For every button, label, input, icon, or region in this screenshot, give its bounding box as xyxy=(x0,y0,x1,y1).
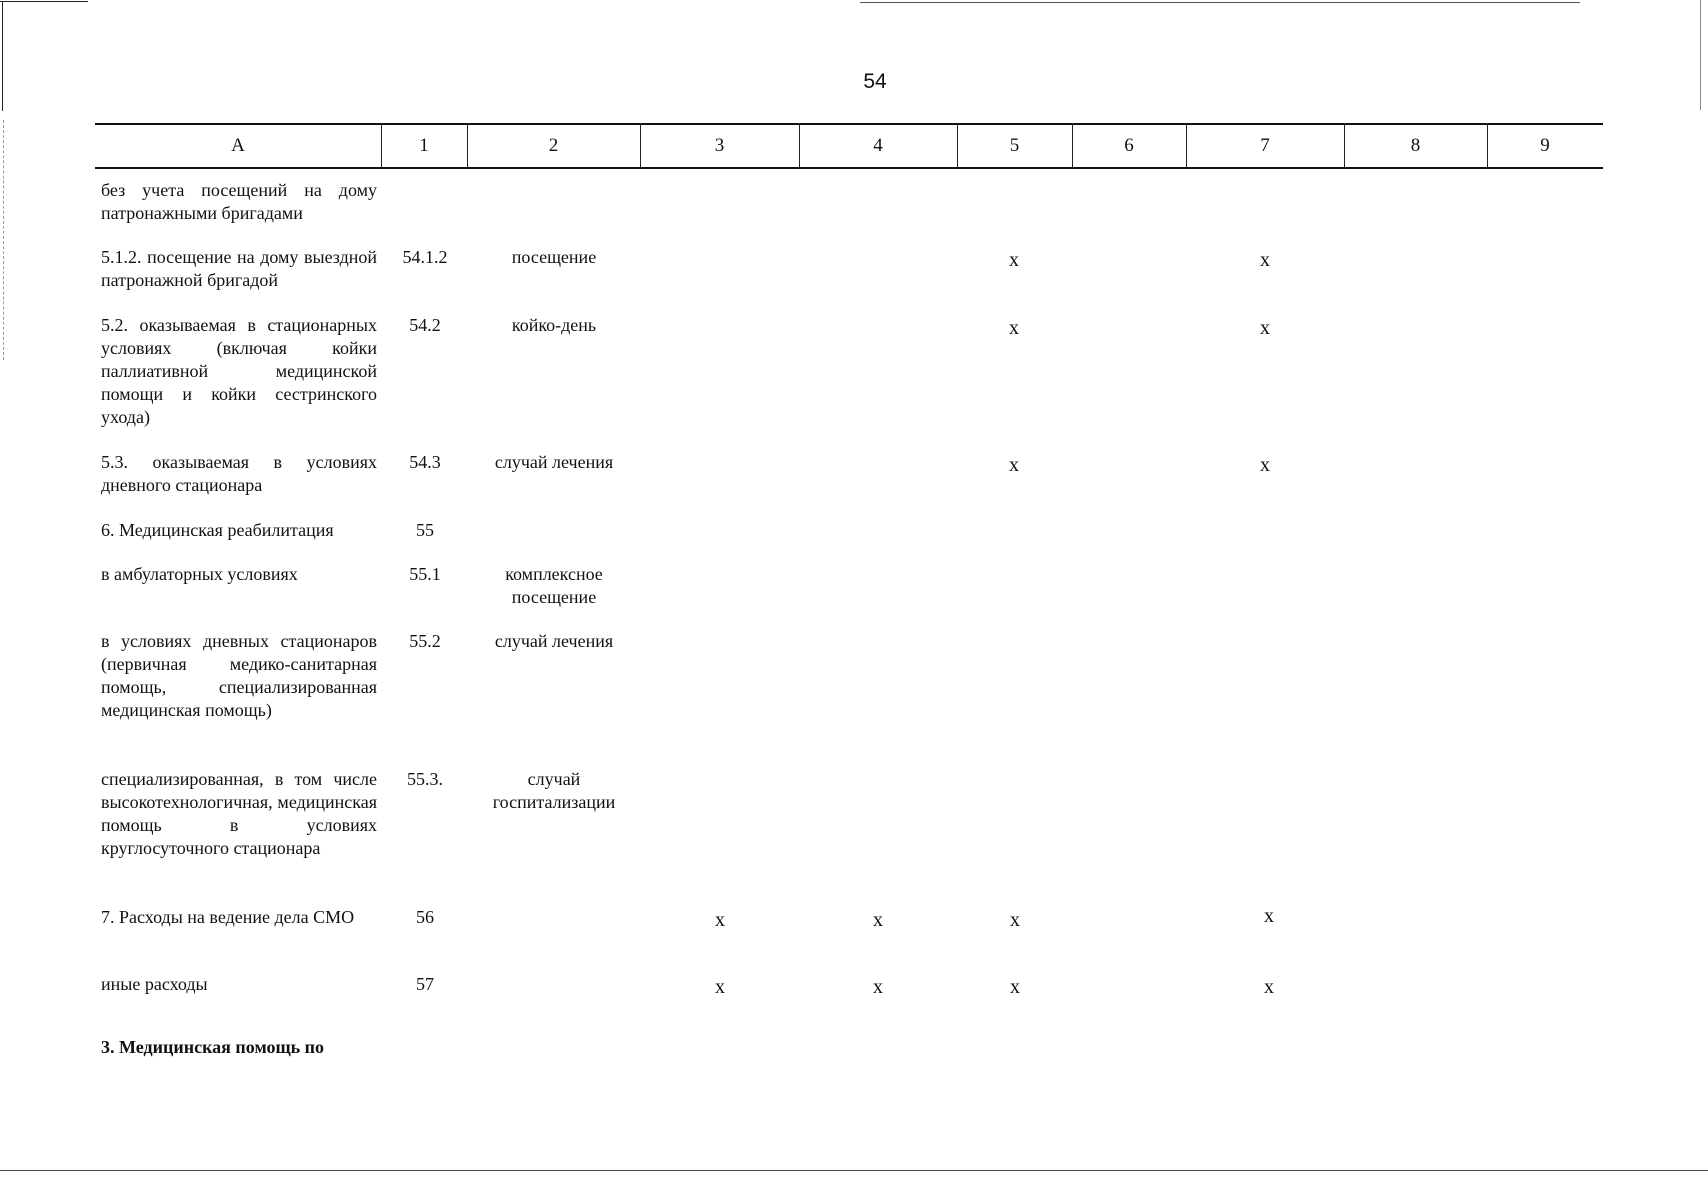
mark-col-5: х xyxy=(1010,909,1020,931)
row-description: 5.1.2. посещение на дому выездной патронажной бригадой xyxy=(101,247,377,290)
header-cell-7: 7 xyxy=(1260,135,1270,156)
row-description: 6. Медицинская реабилитация xyxy=(101,520,334,540)
scan-right-edge xyxy=(1700,0,1701,110)
row-description: 5.3. оказываемая в условиях дневного стационара xyxy=(101,452,377,495)
row-description: специализированная, в том числе высокотехнологичная, медицинская помощь в условиях круглосуточного стационара xyxy=(101,769,377,858)
row-code: 56 xyxy=(416,907,434,927)
mark-col-7: х xyxy=(1260,249,1270,271)
mark-col-7: х xyxy=(1260,317,1270,339)
scan-bottom-edge xyxy=(0,1170,1708,1171)
row-description: 7. Расходы на ведение дела СМО xyxy=(101,907,355,927)
row-code: 55.1 xyxy=(409,564,441,584)
row-unit: посещение xyxy=(511,247,597,267)
mark-col-5: х xyxy=(1009,317,1019,339)
row-code: 54.2 xyxy=(409,315,441,335)
row-unit: койко-день xyxy=(511,315,597,335)
row-description: в условиях дневных стационаров (первичная медико-санитарная помощь, специализированная медицинская помощь) xyxy=(101,631,377,720)
row-code: 55 xyxy=(416,520,434,540)
header-cell-a: A xyxy=(231,135,245,156)
header-cell-6: 6 xyxy=(1124,135,1134,156)
row-unit: случай лечения xyxy=(494,631,614,651)
mark-col-3: х xyxy=(715,909,725,931)
row-unit: комплексное посещение xyxy=(505,564,603,607)
mark-col-7: х xyxy=(1264,905,1274,927)
header-cell-4: 4 xyxy=(873,135,883,156)
mark-col-4: х xyxy=(873,976,883,998)
section-heading: 3. Медицинская помощь по xyxy=(101,1037,325,1057)
mark-col-5: х xyxy=(1010,976,1020,998)
scan-top-edge xyxy=(0,1,88,2)
header-cell-8: 8 xyxy=(1410,135,1421,156)
row-description: без учета посещений на дому патронажными бригадами xyxy=(101,180,377,223)
row-code: 57 xyxy=(416,974,434,994)
mark-col-7: х xyxy=(1260,454,1270,476)
scan-left-dashes xyxy=(3,120,4,360)
row-code: 55.3. xyxy=(407,769,443,789)
scan-left-edge xyxy=(2,1,3,111)
mark-col-4: х xyxy=(873,909,883,931)
mark-col-3: х xyxy=(715,976,725,998)
row-code: 55.2 xyxy=(409,631,441,651)
row-unit: случай лечения xyxy=(494,452,614,472)
row-code: 54.1.2 xyxy=(402,247,448,267)
mark-col-5: х xyxy=(1009,249,1019,271)
row-code: 54.3 xyxy=(409,452,441,472)
row-description: 5.2. оказываемая в стационарных условиях (включая койки паллиативной медицинской помощи и койки сестринского ухода) xyxy=(101,315,377,427)
header-cell-1: 1 xyxy=(419,135,429,156)
row-unit: случай госпитализации xyxy=(492,769,616,812)
page-number: 54 xyxy=(863,70,887,93)
mark-col-7: х xyxy=(1264,976,1274,998)
row-description: в амбулаторных условиях xyxy=(101,564,298,584)
header-cell-9: 9 xyxy=(1540,135,1550,156)
mark-col-5: х xyxy=(1009,454,1019,476)
header-cell-3: 3 xyxy=(714,135,725,156)
header-cell-2: 2 xyxy=(548,135,559,156)
header-cell-5: 5 xyxy=(1009,135,1020,156)
row-description: иные расходы xyxy=(101,974,208,994)
scan-top-edge-right xyxy=(860,2,1580,3)
